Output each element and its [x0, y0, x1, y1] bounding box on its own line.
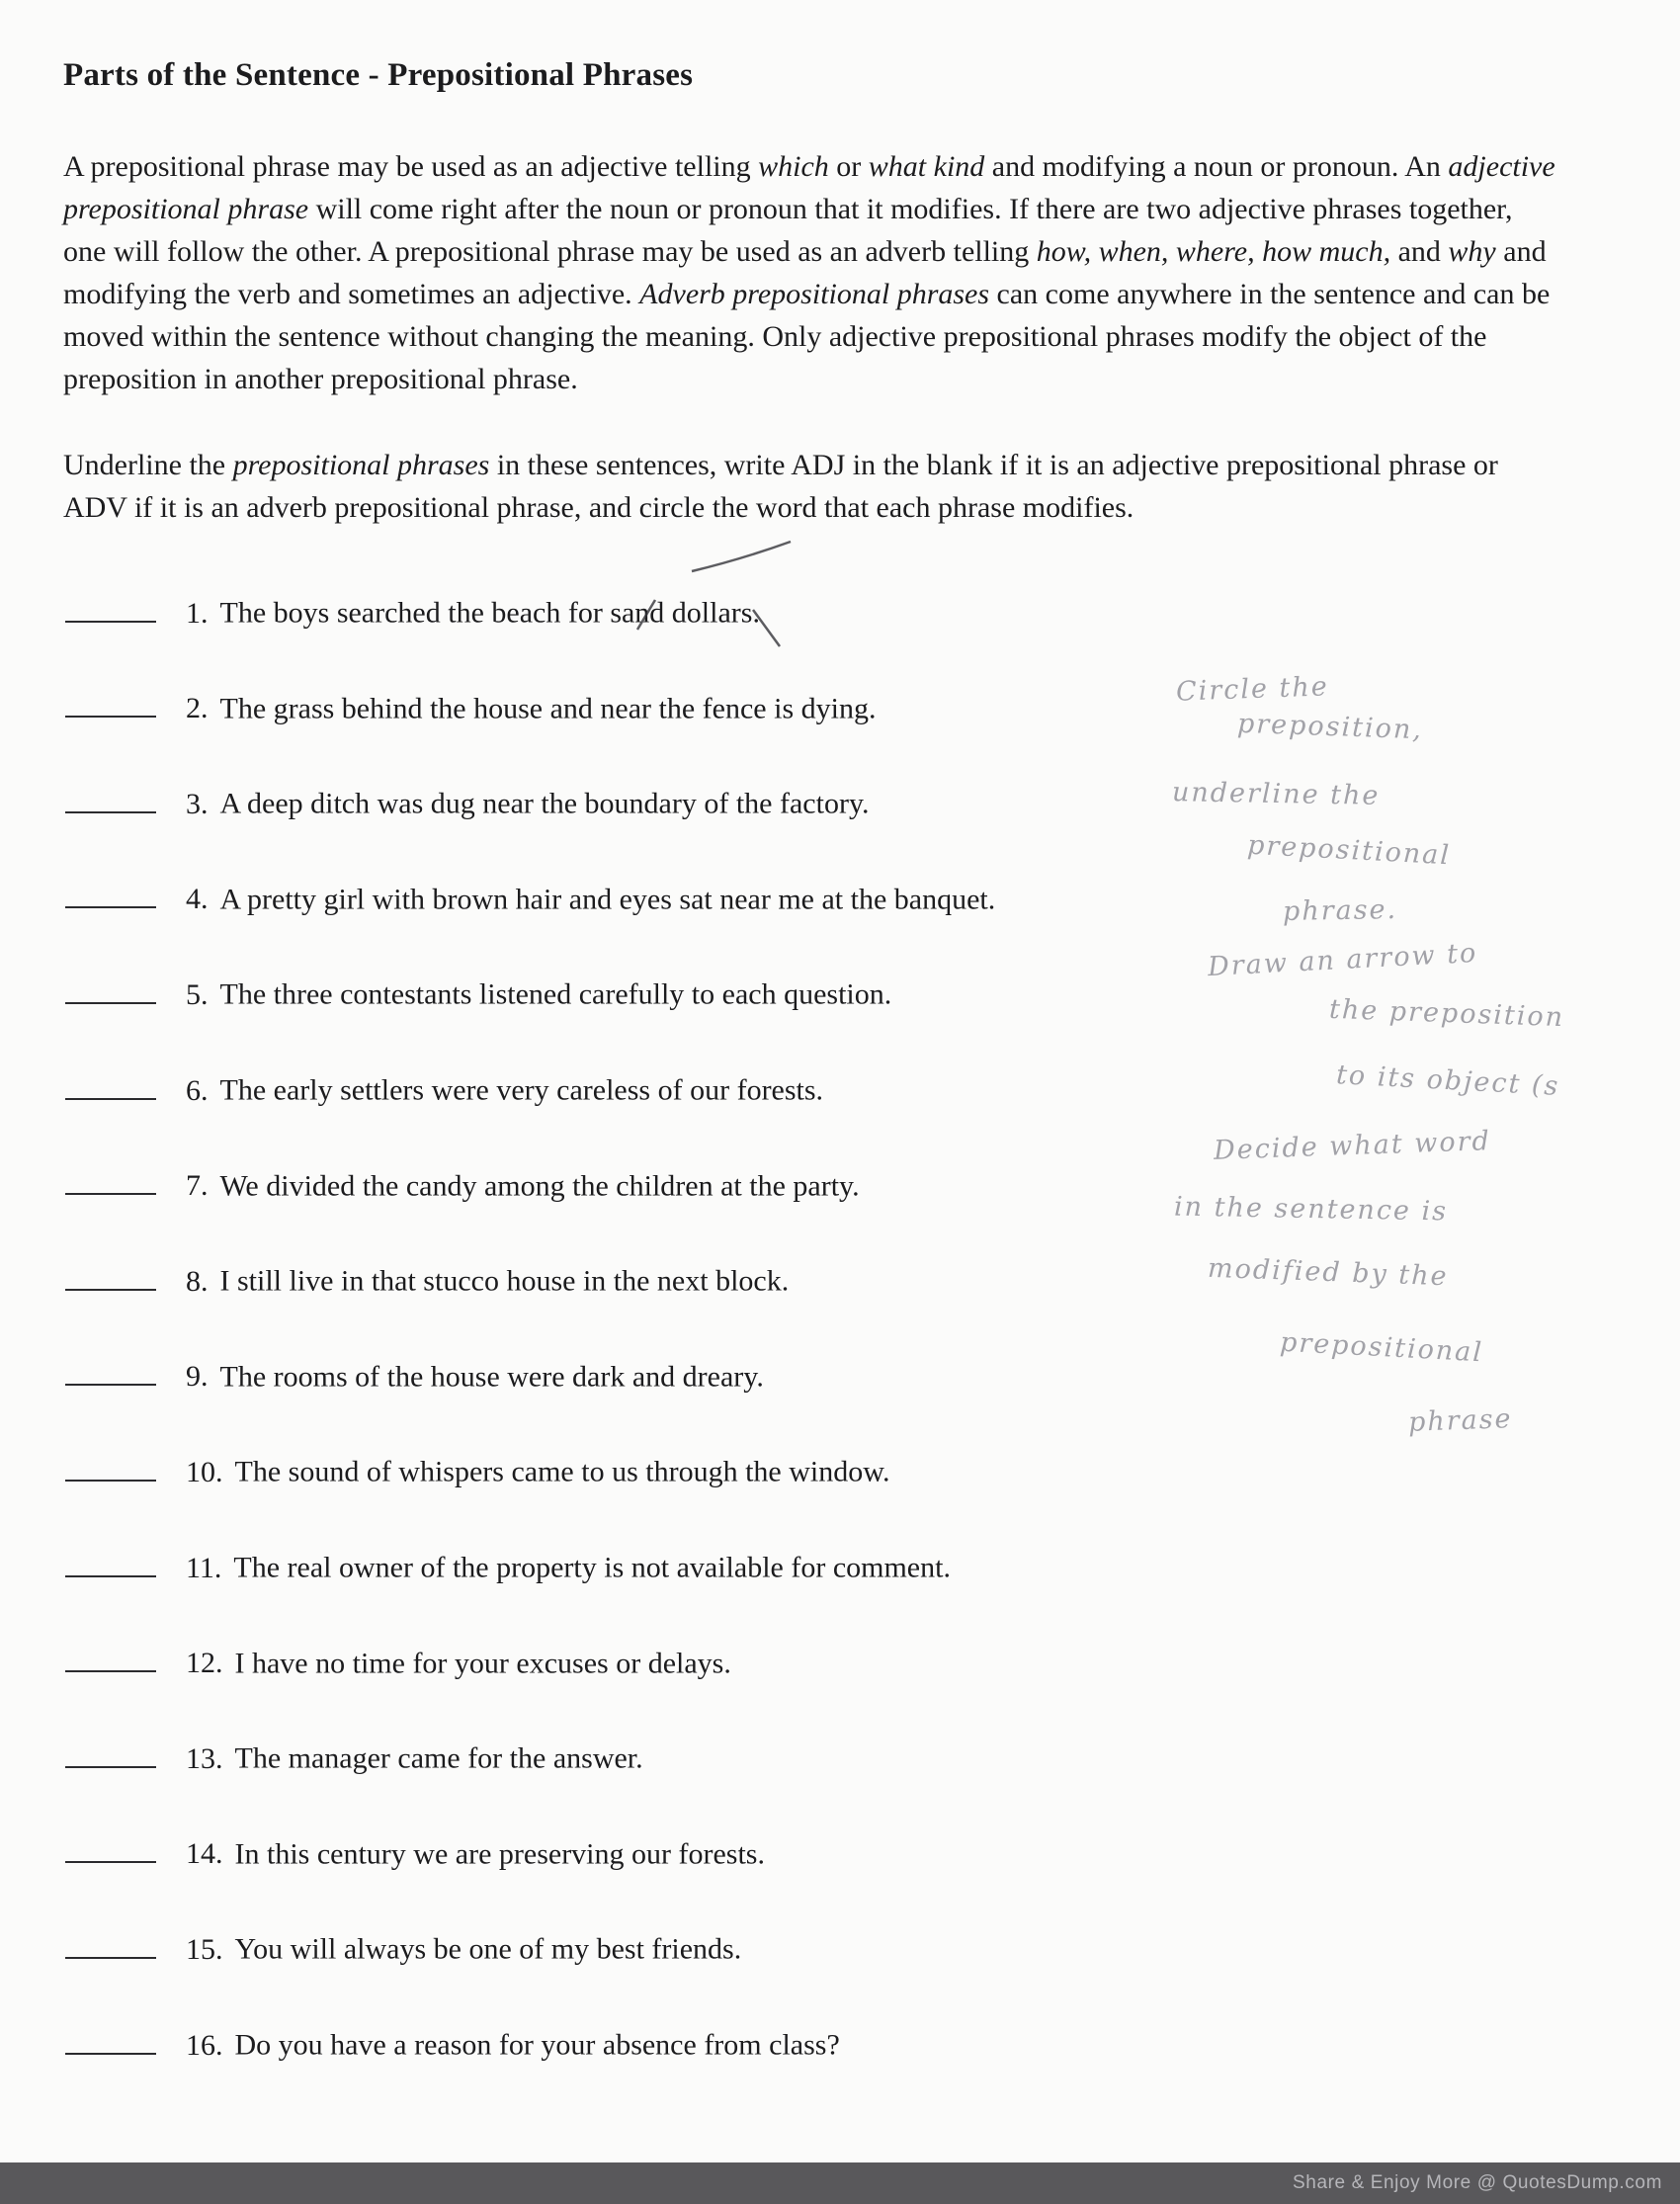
handwritten-note-line: to its object (s	[1335, 1060, 1561, 1102]
answer-blank	[65, 972, 156, 1004]
instructions-text: in these sentences, write ADJ in the blank if it is an adjective prepositional phrase or ADV if it is an adverb prepositional phrase, and circle the word that each phrase modifies.	[63, 449, 1498, 524]
intro-italic: Adverb prepositional phrases	[639, 278, 990, 310]
sentence-text: The grass behind the house and near the fence is dying.	[219, 692, 877, 725]
sentence-row	[65, 2022, 1611, 2063]
answer-blank	[65, 1163, 156, 1196]
handwritten-note-line: modified by the	[1207, 1252, 1450, 1293]
sentence-text: The manager came for the answer.	[234, 1741, 643, 1775]
sentence-text: We divided the candy among the children at the party.	[219, 1169, 860, 1203]
watermark-bar	[0, 2162, 1680, 2204]
sentence-number: 16.	[186, 2028, 223, 2062]
sentence-number: 4.	[186, 883, 209, 916]
sentence-text: A pretty girl with brown hair and eyes sat near me at the banquet.	[219, 883, 996, 916]
sentence-number: 2.	[186, 692, 209, 725]
sentence-text: You will always be one of my best friends.	[234, 1932, 742, 1966]
sentence-row	[65, 972, 1611, 1012]
answer-blank	[65, 590, 156, 623]
answer-blank	[65, 2022, 156, 2055]
handwritten-note-line: prepositional	[1246, 829, 1452, 872]
handwritten-note-line: Decide what word	[1213, 1126, 1492, 1166]
answer-blank	[65, 1545, 156, 1577]
sentence-row	[65, 1926, 1611, 1967]
sentence-text: The boys searched the beach for sand dollars.	[219, 596, 760, 630]
sentence-list	[65, 590, 1611, 2063]
intro-italic: which	[758, 150, 829, 183]
sentence-row	[65, 1736, 1611, 1776]
instructions-text: Underline the	[63, 449, 233, 481]
answer-blank	[65, 1641, 156, 1673]
handwritten-note-line: phrase.	[1282, 893, 1398, 928]
sentence-number: 3.	[186, 787, 209, 820]
handwritten-note-line: the preposition	[1328, 993, 1565, 1034]
sentence-text: The rooms of the house were dark and dreary.	[219, 1360, 764, 1394]
intro-paragraph	[63, 145, 1557, 400]
sentence-number: 15.	[186, 1932, 223, 1966]
sentence-number: 7.	[186, 1169, 209, 1203]
answer-blank	[65, 1449, 156, 1482]
intro-text: and	[1390, 235, 1449, 268]
sentence-number: 9.	[186, 1360, 209, 1394]
handwritten-note-line: underline the	[1171, 777, 1381, 811]
sentence-text: In this century we are preserving our forests.	[234, 1837, 765, 1871]
handwritten-note-line: preposition,	[1236, 708, 1424, 746]
sentence-text: Do you have a reason for your absence from class?	[234, 2028, 840, 2062]
intro-italic: what kind	[868, 150, 985, 183]
sentence-row	[65, 1545, 1611, 1585]
answer-blank	[65, 877, 156, 909]
sentence-text: I still live in that stucco house in the next block.	[219, 1264, 790, 1298]
sentence-row	[65, 590, 1611, 631]
intro-italic: why	[1448, 235, 1496, 268]
instructions-italic: prepositional phrases	[232, 449, 490, 481]
sentence-text: The three contestants listened carefully to each question.	[219, 977, 892, 1011]
sentence-text: The early settlers were very careless of our forests.	[219, 1073, 824, 1107]
instructions-paragraph	[63, 444, 1557, 529]
answer-blank	[65, 1736, 156, 1768]
intro-italic: adjective prepositional phrase	[63, 150, 1555, 225]
page-title: Parts of the Sentence - Prepositional Phrases	[63, 57, 694, 93]
handwritten-note-line: phrase	[1407, 1403, 1514, 1438]
answer-blank	[65, 1926, 156, 1959]
sentence-text: A deep ditch was dug near the boundary of the factory.	[219, 787, 870, 820]
sentence-row	[65, 1831, 1611, 1872]
sentence-number: 11.	[186, 1551, 222, 1584]
sentence-number: 8.	[186, 1264, 209, 1298]
intro-text: and modifying a noun or pronoun. An	[984, 150, 1449, 183]
intro-text: or	[828, 150, 869, 183]
sentence-number: 1.	[186, 596, 209, 630]
sentence-row	[65, 1449, 1611, 1489]
sentence-text: The sound of whispers came to us through the window.	[234, 1455, 890, 1488]
sentence-number: 10.	[186, 1455, 223, 1488]
answer-blank	[65, 781, 156, 813]
answer-blank	[65, 686, 156, 719]
sentence-number: 12.	[186, 1647, 223, 1680]
answer-blank	[65, 1831, 156, 1864]
sentence-row	[65, 1641, 1611, 1681]
sentence-row	[65, 1067, 1611, 1108]
watermark-text: Share & Enjoy More @ QuotesDump.com	[1293, 2172, 1662, 2193]
intro-text: can come anywhere in the sentence and can be moved within the sentence without changing the meaning. Only adjective prepositional phrases modify the object of the preposition in another prepositional phrase.	[63, 278, 1551, 395]
sentence-row	[65, 686, 1611, 726]
sentence-row	[65, 877, 1611, 917]
handwritten-note-line: Circle the	[1175, 671, 1330, 708]
answer-blank	[65, 1067, 156, 1100]
answer-blank	[65, 1354, 156, 1387]
intro-text: and modifying the verb and sometimes an adjective.	[63, 235, 1547, 310]
sentence-row	[65, 1258, 1611, 1299]
sentence-row	[65, 1354, 1611, 1395]
answer-blank	[65, 1258, 156, 1291]
sentence-number: 13.	[186, 1741, 223, 1775]
sentence-row	[65, 781, 1611, 821]
intro-text: will come right after the noun or pronoun that it modifies. If there are two adjective phrases together, one will follow the other. A prepositional phrase may be used as an adverb telling	[63, 193, 1513, 268]
sentence-number: 14.	[186, 1837, 223, 1871]
handwritten-note-line: in the sentence is	[1173, 1191, 1449, 1228]
sentence-text: I have no time for your excuses or delays.	[234, 1647, 731, 1680]
intro-italic: how, when, where, how much,	[1036, 235, 1391, 268]
intro-text: A prepositional phrase may be used as an adjective telling	[63, 150, 759, 183]
sentence-number: 5.	[186, 977, 209, 1011]
handwritten-note-line: prepositional	[1279, 1326, 1484, 1369]
sentence-number: 6.	[186, 1073, 209, 1107]
sentence-text: The real owner of the property is not available for comment.	[233, 1551, 951, 1584]
sentence-row	[65, 1163, 1611, 1204]
handwritten-note-line: Draw an arrow to	[1207, 937, 1479, 983]
